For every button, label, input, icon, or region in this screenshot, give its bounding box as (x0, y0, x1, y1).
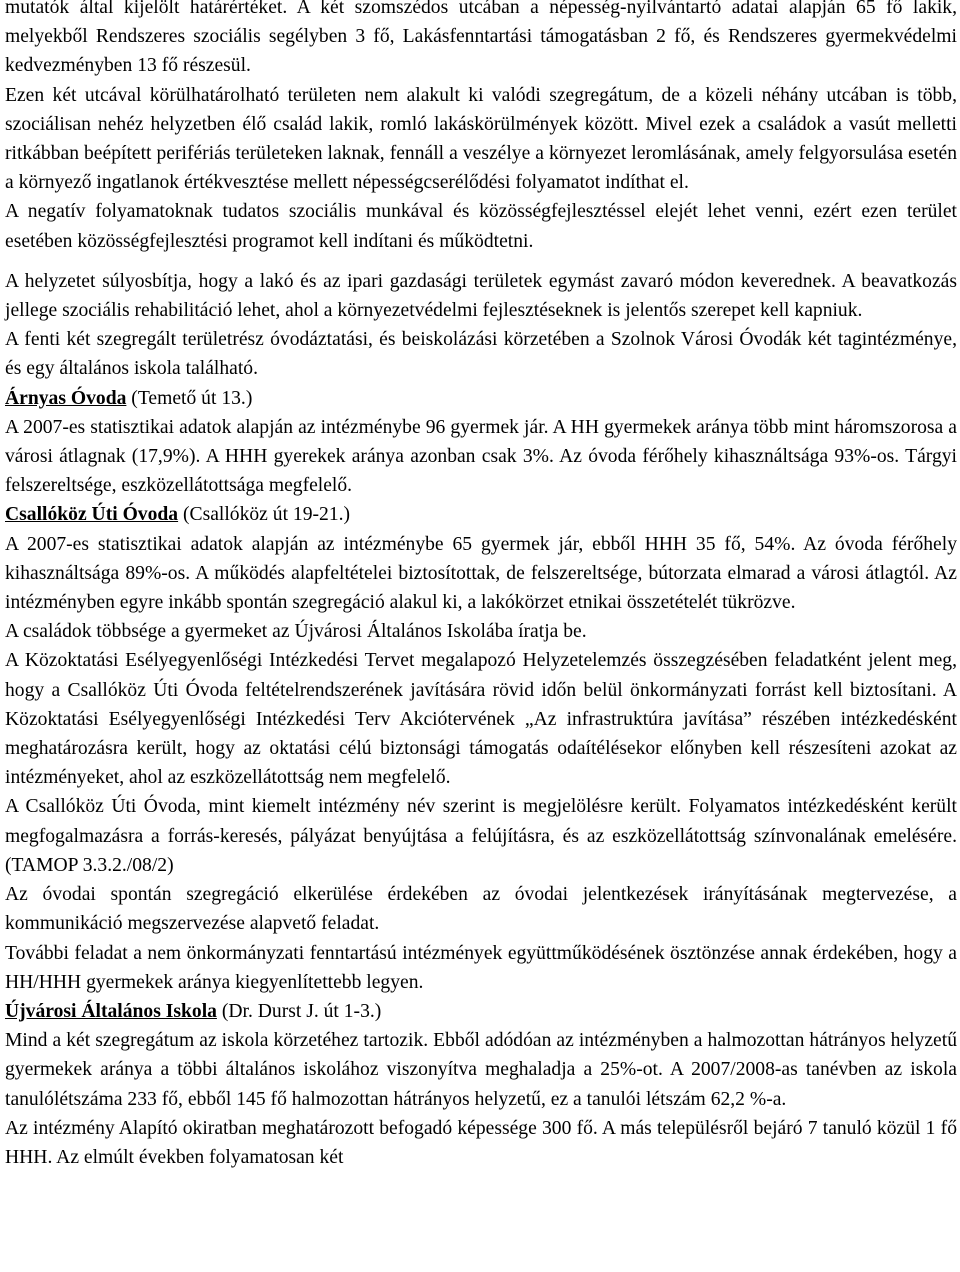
paragraph-csallokoz-stats: A 2007-es statisztikai adatok alapján az intézménybe 65 gyermek jár, ebből HHH 35 fő, 54%. Az óvoda férőhely kihasználtsága 89%-os. A működés alapfeltételei biztosítottak, de felszereltsége, bútorzata elmarad a városi átlagtól. Az intézményben egyre inkább spontán szegregáció alakul ki, a lakókörzet etnikai összetételét tükrözve. (5, 533, 957, 614)
ujvarosi-iskola-name: Újvárosi Általános Iskola (5, 1000, 217, 1022)
paragraph-area-description: Ezen két utcával körülhatárolható területen nem alakult ki valódi szegregátum, de a közeli néhány utcában is több, szociálisan nehéz helyzetben élő család lakik, romló lakáskörülmények között. Mivel ezek a családok a vasút melletti ritkábban beépített perifériás területeken laknak, fennáll a veszélye a környezet leromlásának, amely felgyorsulása esetén a környező ingatlanok értékvesztése mellett népességcserélődési folyamatot indíthat el. (5, 84, 957, 194)
paragraph-mixed-zones: A helyzetet súlyosbítja, hogy a lakó és az ipari gazdasági területek egymást zavaró módon keverednek. A beavatkozás jellege szociális rehabilitáció lehet, ahol a környezetvédelmi fejlesztéseknek is jelentős szerepet kell kapniuk. (5, 270, 957, 322)
paragraph-arnyas-stats: A 2007-es statisztikai adatok alapján az intézménybe 96 gyermek jár. A HH gyermekek aránya több mint háromszorosa a városi átlagnak (17,9%). A HHH gyerekek aránya azonban csak 3%. Az óvoda férőhely kihasználtsága 93%-os. Tárgyi felszereltsége, eszközellátottsága megfelelő. (5, 416, 957, 497)
csallokoz-ovoda-address: (Csallóköz út 19-21.) (178, 504, 351, 526)
ujvarosi-iskola-address: (Dr. Durst J. út 1-3.) (216, 1000, 382, 1022)
paragraph-csallokoz-action-plan: A Közoktatási Esélyegyenlőségi Intézkedési Tervet megalapozó Helyzetelemzés összegzésében feladatként jelent meg, hogy a Csallóköz Úti Óvoda feltételrendszerének javítására rövid időn belül önkormányzati forrást kell biztosítani. A Közoktatási Esélyegyenlőségi Intézkedési Terv Akciótervének „Az infrastruktúra javítása” részében intézkedésként meghatározásra került, hogy az oktatási célú biztonsági támogatás odaítélésekor előnyben kell részesíteni azokat az intézményeket, ahol az eszközellátottság nem megfelelő. (5, 650, 957, 789)
paragraph-institutions: A fenti két szegregált területrész óvodáztatási, és beiskolázási körzetében a Szolnok Városi Óvodák két tagintézménye, és egy általános iskola található. (5, 329, 957, 380)
paragraph-csallokoz-cooperation: További feladat a nem önkormányzati fenntartású intézmények együttműködésének ösztönzése annak érdekében, hogy a HH/HHH gyermekek aránya kiegyenlítettebb legyen. (5, 942, 957, 993)
heading-csallokoz-ovoda (5, 500, 957, 529)
paragraph-ujvarosi-capacity: Az intézmény Alapító okiratban meghatározott befogadó képessége 300 fő. A más településről bejáró 7 tanuló közül 1 fő HHH. Az elmúlt években folyamatosan két (5, 1117, 957, 1168)
arnyas-ovoda-address: (Temető út 13.) (126, 387, 253, 409)
paragraph-intro: mutatók által kijelölt határértéket. A két szomszédos utcában a népesség-nyilvántartó adatai alapján 65 fő lakik, melyekből Rendszeres szociális segélyben 3 fő, Lakásfenntartási támogatásban 2 fő, és Rendszeres gyermekvédelmi kedvezményben 13 fő részesül. (5, 0, 957, 77)
csallokoz-ovoda-name: Csallóköz Úti Óvoda (5, 504, 179, 526)
paragraph-csallokoz-priority: A Csallóköz Úti Óvoda, mint kiemelt intézmény név szerint is megjelölésre került. Folyamatos intézkedésként került megfogalmazásra a forrás-keresés, pályázat benyújtása a felújításra, és az eszközellátottság színvonalának emelésére.(TAMOP 3.3.2./08/2) (5, 796, 957, 876)
paragraph-ujvarosi-stats: Mind a két szegregátum az iskola körzetéhez tartozik. Ebből adódóan az intézményben a halmozottan hátrányos helyzetű gyermekek aránya a többi általános iskolához viszonyítva meghaladja a 25%-ot. A 2007/2008-as tanévben az iskola tanulólétszáma 233 fő, ebből 145 fő halmozottan hátrányos helyzetű, ez a tanulói létszám 62,2 %-a. (5, 1030, 957, 1110)
paragraph-community-development: A negatív folyamatoknak tudatos szociális munkával és közösségfejlesztéssel elejét lehet venni, ezért ezen terület esetében közösségfejlesztési programot kell indítani és működtetni. (5, 201, 957, 252)
heading-arnyas-ovoda (5, 384, 957, 413)
arnyas-ovoda-name: Árnyas Óvoda (5, 387, 127, 409)
paragraph-csallokoz-families: A családok többsége a gyermeket az Újvárosi Általános Iskolába íratja be. (5, 621, 587, 643)
paragraph-csallokoz-segregation: Az óvodai spontán szegregáció elkerülése érdekében az óvodai jelentkezések irányításának megtervezése, a kommunikáció megszervezése alapvető feladat. (5, 884, 957, 935)
heading-ujvarosi-iskola (5, 997, 957, 1026)
